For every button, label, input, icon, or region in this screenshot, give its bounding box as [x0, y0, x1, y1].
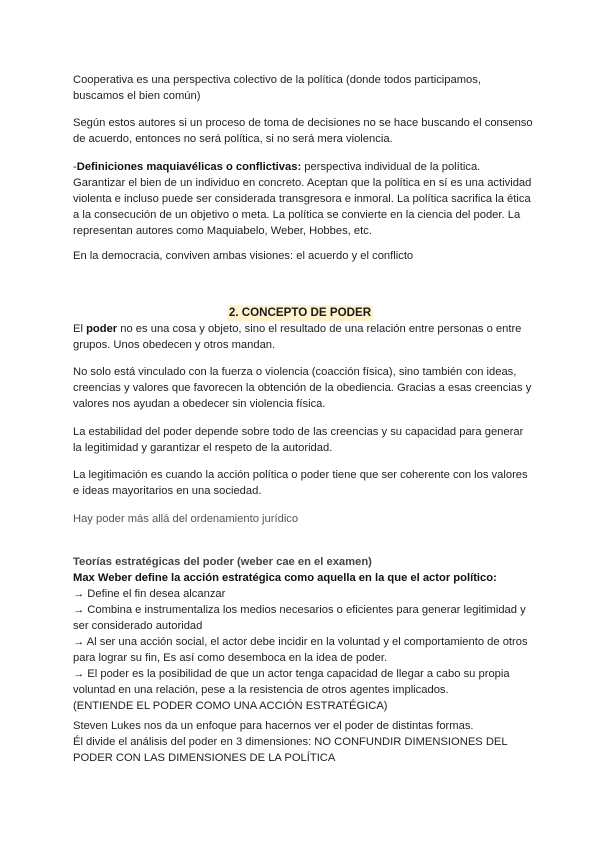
term-poder: poder — [86, 323, 118, 335]
paragraph-definiciones-maquiavelicas — [73, 159, 535, 239]
lukes-intro: Steven Lukes nos da un enfoque para hacernos ver el poder de distintas formas. — [73, 720, 474, 732]
paragraph-legitimacion: La legitimación es cuando la acción política o poder tiene que ser coherente con los valores e ideas mayoritarios en una sociedad. — [73, 469, 528, 497]
bullet-item: → El poder es la posibilidad de que un actor tenga capacidad de llegar a cabo su propia voluntad en una relación, pese a la resistencia de otros agentes implicados. — [73, 668, 510, 696]
bullet-item: → Combina e instrumentaliza los medios necesarios o eficientes para generar legitimidad y ser considerado autoridad — [73, 604, 526, 632]
bullet-item: → Al ser una acción social, el actor debe incidir en la voluntad y el comportamiento de otros para lograr su fin, Es así como desemboca en la idea de poder. — [73, 636, 528, 664]
section-heading-container — [0, 305, 600, 321]
paragraph-estabilidad: La estabilidad del poder depende sobre todo de las creencias y su capacidad para generar la legitimidad y garantizar el respeto de la autoridad. — [73, 426, 524, 454]
subheading-teorias: Teorías estratégicas del poder (weber cae en el examen) — [73, 556, 372, 568]
paragraph-autores-consenso: Según estos autores si un proceso de toma de decisiones no se hace buscando el consenso de acuerdo, entonces no será política, si no será mera violencia. — [73, 117, 533, 145]
paragraph-fuerza-violencia: No solo está vinculado con la fuerza o violencia (coacción física), sino también con ideas, creencias y valores que favorecen la obtención de la obediencia. Gracias a esas creencias y valores nos ayudan a obedecer sin violencia física. — [73, 366, 532, 410]
dash-prefix: - — [73, 161, 77, 173]
definiciones-text: perspectiva individual de la política. Garantizar el bien de un individuo en concreto. Aceptan que la política en sí es una actividad violenta e incluso puede ser considerada transgresora e inmoral. La política sacrifica la ética a la consecución de un objetivo o meta. La política se convierte en la ciencia del poder. La representan autores como Maquiabelo, Weber, Hobbes, etc. — [73, 161, 532, 237]
weber-definition: Max Weber define la acción estratégica como aquella en la que el actor político: — [73, 572, 497, 584]
paragraph-cooperativa: Cooperativa es una perspectiva colectivo de la política (donde todos participamos, buscamos el bien común) — [73, 74, 481, 102]
paragraph-ordenamiento-juridico: Hay poder más allá del ordenamiento jurídico — [73, 513, 299, 525]
poder-text: no es una cosa y objeto, sino el resultado de una relación entre personas o entre grupos. Unos obedecen y otros mandan. — [73, 323, 522, 351]
poder-pre: El — [73, 323, 87, 335]
paragraph-democracia: En la democracia, conviven ambas visiones: el acuerdo y el conflicto — [73, 250, 414, 262]
section-teorias-estrategicas — [73, 554, 535, 714]
section-heading: 2. CONCEPTO DE PODER — [228, 306, 372, 319]
lukes-dimensiones: Él divide el análisis del poder en 3 dimensiones: NO CONFUNDIR DIMENSIONES DEL PODER CON LAS DIMENSIONES DE LA POLÍTICA — [73, 736, 508, 764]
paragraph-poder-definicion — [73, 321, 535, 353]
closing-note: (ENTIENDE EL PODER COMO UNA ACCIÓN ESTRATÉGICA) — [73, 700, 388, 712]
bullet-item: → Define el fin desea alcanzar — [73, 588, 226, 600]
term-definiciones-maquiavelicas: Definiciones maquiavélicas o conflictivas: — [76, 161, 302, 173]
section-lukes — [73, 718, 535, 766]
